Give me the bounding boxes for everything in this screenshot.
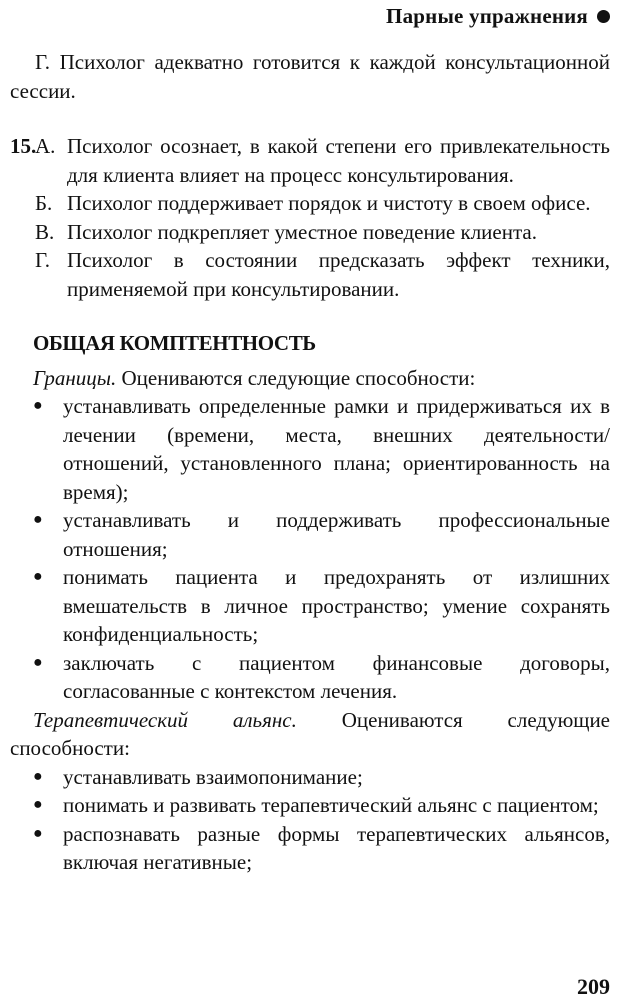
list-item-text: заключать с пациентом финансовые договоры, согласованные с контекстом лечения. — [63, 650, 610, 703]
running-header — [386, 4, 610, 29]
bullet-icon: ● — [33, 824, 43, 842]
sub-item-letter: Г. — [35, 248, 51, 272]
bullet-icon: ● — [33, 568, 43, 585]
list-item — [33, 649, 610, 706]
list-item-text: устанавливать определенные рамки и придерживаться их в лечении (времени, места, внешних деятельности/отношений, установленного плана; ориентированность на время); — [63, 394, 610, 504]
bullet-icon: ● — [33, 767, 43, 785]
intro-item — [10, 48, 610, 105]
list-item — [33, 563, 610, 649]
list-item — [33, 820, 610, 877]
list-item-text: понимать пациента и предохранять от излишних вмешательств в личное пространство; умение сохранять конфиденциальность; — [63, 565, 610, 646]
boundaries-term: Границы. — [33, 365, 117, 390]
list-item — [33, 506, 610, 563]
list-item — [33, 791, 610, 820]
alliance-list — [10, 763, 610, 877]
sub-item-letter: А. — [35, 134, 56, 158]
alliance-lead-text: Оцениваются следующие способности: — [10, 707, 611, 760]
sub-item-letter: В. — [35, 219, 55, 244]
intro-item-letter: Г. — [35, 50, 51, 74]
intro-item-text: Психолог адекватно готовится к каждой консультационной сессии. — [10, 50, 611, 103]
bullet-dot-icon — [597, 10, 610, 23]
sub-item-text: Психолог поддерживает порядок и чистоту в своем офисе. — [67, 191, 591, 215]
page-number: 209 — [577, 974, 610, 999]
sub-item-letter: Б. — [35, 191, 53, 215]
alliance-term: Терапевтический альянс. — [33, 707, 297, 732]
bullet-icon: ● — [33, 397, 43, 414]
boundaries-list — [10, 392, 610, 706]
list-item-text: устанавливать и поддерживать профессиональные отношения; — [63, 508, 610, 561]
alliance-lead — [10, 706, 610, 763]
bullet-icon: ● — [33, 796, 43, 813]
list-item — [33, 763, 610, 792]
item-number: 15. — [10, 134, 37, 158]
list-item — [33, 392, 610, 506]
boundaries-lead-text: Оцениваются следующие способности: — [116, 365, 476, 390]
list-item-text: распознавать разные формы терапевтических альянсов, включая негативные; — [63, 821, 610, 874]
sub-item-g — [35, 246, 610, 303]
boundaries-lead — [10, 364, 610, 393]
sub-item-b — [35, 189, 610, 218]
bullet-icon: ● — [33, 511, 43, 528]
list-item-text: понимать и развивать терапевтический альянс с пациентом; — [63, 793, 599, 817]
page-content — [10, 48, 610, 877]
sub-item-text: Психолог в состоянии предсказать эффект техники, применяемой при консультировании. — [67, 248, 610, 301]
sub-item-text: Психолог подкрепляет уместное поведение клиента. — [67, 219, 537, 244]
sub-item-text: Психолог осознает, в какой степени его привлекательность для клиента влияет на процесс консультирования. — [67, 134, 610, 187]
numbered-item-15 — [10, 132, 610, 303]
running-header-title: Парные упражнения — [386, 4, 588, 28]
sub-item-a — [35, 132, 610, 189]
bullet-icon: ● — [33, 653, 43, 671]
sub-item-v — [35, 218, 610, 247]
section-heading: ОБЩАЯ КОМПТЕНТНОСТЬ — [33, 331, 316, 355]
list-item-text: устанавливать взаимопонимание; — [63, 764, 363, 789]
